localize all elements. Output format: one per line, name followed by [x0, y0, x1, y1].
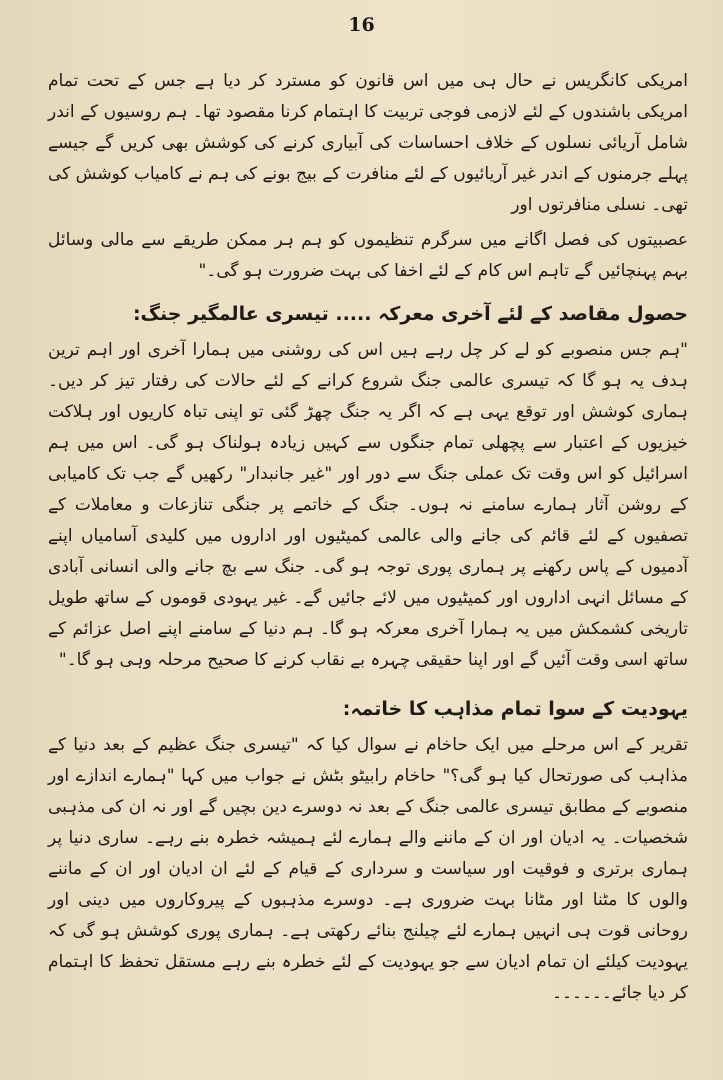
section-heading-world-war: حصول مقاصد کے لئے آخری معرکہ ..... تیسری عالمگیر جنگ: — [132, 303, 688, 325]
paragraph-1: امریکی کانگریس نے حال ہی میں اس قانون کو مسترد کر دیا ہے جس کے تحت تمام امریکی باشندوں کے لئے لازمی فوجی تربیت کا اہتمام کرنا مقصود تھا۔ ہم روسیوں کے اندر شامل آریائی نسلوں کے خلاف احساسات کی آبیاری کرنے کی کوشش بھی کریں گے جیسے پہلے جرمنوں کے اندر غیر آریائیوں کے لئے منافرت کے بیج بونے کی ہم نے کامیاب کوشش کی تھی۔ نسلی منافرتوں اور — [48, 71, 688, 215]
paragraph-3: "ہم جس منصوبے کو لے کر چل رہے ہیں اس کی روشنی میں ہمارا آخری اور اہم ترین ہدف یہ ہو گا کہ تیسری عالمی جنگ شروع کرانے کے لئے حالات کی رفتار تیز کر دیں۔ ہماری کوشش اور توقع یہی ہے کہ اگر یہ جنگ چھڑ گئی تو اپنی تباہ کاریوں اور ہلاکت خیزیوں کے اعتبار سے پچھلی تمام جنگوں سے کہیں زیادہ ہولناک ہو گی۔ اس میں ہم اسرائیل کو اس وقت تک عملی جنگ سے دور اور "غیر جانبدار" رکھیں گے جب تک کامیابی کے روشن آثار ہمارے سامنے نہ ہوں۔ جنگ کے خاتمے پر جنگی تنازعات و معاملات کے تصفیوں کے لئے قائم کی جانے والی عالمی کمیٹیوں اور اداروں میں کلیدی آسامیاں اپنے آدمیوں کے پاس رکھنے پر ہماری پوری توجہ ہو گی۔ جنگ سے بچ جانے والی انسانی آبادی کے مسائل انہی اداروں اور کمیٹیوں میں لائے جائیں گے۔ غیر یہودی قوموں کے ساتھ طویل تاریخی کشمکش میں یہ ہمارا آخری معرکہ ہو گا۔ ہم دنیا کے سامنے اپنے اصل عزائم کے ساتھ اسی وقت آئیں گے اور اپنا حقیقی چہرہ بے نقاب کرنے کا صحیح مرحلہ وہی ہو گا۔" — [48, 340, 688, 670]
page-number: 16 — [348, 14, 375, 36]
page-body — [48, 62, 688, 1009]
section-heading-religions: یہودیت کے سوا تمام مذاہب کا خاتمہ: — [342, 698, 688, 720]
paragraph-2: عصبیتوں کی فصل اگانے میں سرگرم تنظیموں کو ہم ہر ممکن طریقے سے مالی وسائل بہم پہنچائیں گے تاہم اس کام کے لئے اخفا کی بہت ضرورت ہو گی۔" — [48, 230, 688, 281]
paragraph-4: تقریر کے اس مرحلے میں ایک حاخام نے سوال کیا کہ "تیسری جنگ عظیم کے بعد دنیا کے مذاہب کی صورتحال کیا ہو گی؟" حاخام رابیٹو بٹش نے جواب میں کہا "ہمارے اندازے اور منصوبے کے مطابق تیسری عالمی جنگ کے بعد نہ دوسرے دین بچیں گے اور نہ ان کی مذہبی شخصیات۔ یہ ادیان اور ان کے ماننے والے ہمارے لئے ہمیشہ خطرہ بنے رہے۔ ساری دنیا پر ہماری برتری و فوقیت اور سیاست و سرداری کے قیام کے لئے ان ادیان اور ان کے ماننے والوں کا مٹنا اور مٹانا بہت ضروری ہے۔ دوسرے مذہبوں کے پیروکاروں میں دینی اور روحانی قوت ہی انہیں ہمارے لئے چیلنج بنائے رکھتی ہے۔ ہماری پوری کوشش ہو گی کہ یہودیت کیلئے ان تمام ادیان سے جو یہودیت کے لئے خطرہ بنے رہے مستقل تحفظ کا اہتمام کر دیا جائے۔۔۔۔۔۔ — [48, 735, 688, 1003]
